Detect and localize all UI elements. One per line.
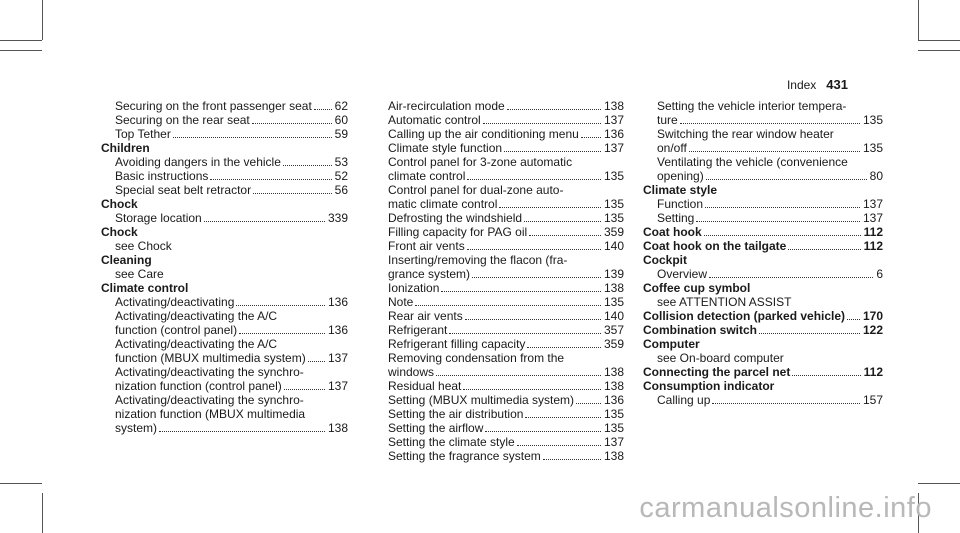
entry-line: [388, 169, 624, 183]
entry-text: Function: [657, 197, 704, 211]
index-entry: [101, 169, 348, 183]
crop-mark: [918, 483, 960, 484]
index-entry: [374, 295, 624, 309]
dot-leader: [504, 151, 601, 152]
entry-text: Rear air vents: [388, 309, 463, 323]
dot-leader: [517, 445, 601, 446]
index-entry: [374, 323, 624, 337]
dot-leader: [173, 137, 332, 138]
index-heading: [101, 253, 348, 267]
index-entry: [374, 113, 624, 127]
entry-text: Refrigerant: [388, 323, 448, 337]
page-ref[interactable]: 136: [327, 323, 348, 337]
dot-leader: [253, 193, 332, 194]
entry-line: [657, 169, 883, 183]
entry-text: Basic instructions: [115, 169, 209, 183]
dot-leader: [436, 375, 601, 376]
entry-text: Filling capacity for PAG oil: [388, 225, 528, 239]
dot-leader: [704, 235, 861, 236]
entry-text: nization function (MBUX multimedia: [115, 407, 306, 421]
page-ref[interactable]: 359: [603, 337, 624, 351]
entry-line: [657, 113, 883, 127]
entry-line: [388, 127, 624, 141]
dot-leader: [159, 431, 325, 432]
dot-leader: [709, 277, 873, 278]
entry-text: see Chock: [115, 239, 172, 253]
entry-line: [388, 239, 624, 253]
entry-text: Control panel for 3-zone automatic: [388, 155, 573, 169]
entry-text: Consumption indicator: [643, 379, 775, 393]
index-entry: [374, 309, 624, 323]
entry-text: Front air vents: [388, 239, 465, 253]
index-heading: [643, 309, 883, 323]
dot-leader: [284, 389, 325, 390]
entry-line: [388, 323, 624, 337]
page-ref[interactable]: 138: [603, 99, 624, 113]
page-ref[interactable]: 140: [603, 309, 624, 323]
entry-line: [657, 267, 883, 281]
index-column-1: [101, 99, 348, 435]
index-entry: [101, 113, 348, 127]
page-ref[interactable]: 138: [603, 449, 624, 463]
dot-leader: [499, 207, 601, 208]
index-entry: [374, 211, 624, 225]
dot-leader: [467, 179, 601, 180]
dot-leader: [252, 123, 332, 124]
index-entry: [374, 421, 624, 435]
index-heading: [101, 225, 348, 239]
index-heading: [643, 225, 883, 239]
index-heading: [643, 239, 883, 253]
entry-text: Climate style: [643, 183, 718, 197]
entry-text: Chock: [101, 225, 138, 239]
index-entry: [374, 379, 624, 393]
index-heading: [643, 379, 883, 393]
crop-mark: [918, 50, 960, 51]
entry-line: [657, 393, 883, 407]
index-heading: [643, 365, 883, 379]
dot-leader: [210, 179, 331, 180]
dot-leader: [507, 109, 601, 110]
entry-text: Cleaning: [101, 253, 152, 267]
entry-text: Overview: [657, 267, 708, 281]
dot-leader: [680, 123, 860, 124]
dot-leader: [483, 123, 601, 124]
entry-line: [115, 351, 348, 365]
index-entry: [101, 211, 348, 225]
index-heading: [643, 323, 883, 337]
entry-line: [657, 197, 883, 211]
index-entry: [101, 127, 348, 141]
index-entry: [101, 239, 348, 253]
crop-mark: [42, 0, 43, 40]
index-entry: [101, 183, 348, 197]
entry-text: on/off: [657, 141, 687, 155]
index-entry: [374, 253, 624, 281]
entry-line: [388, 379, 624, 393]
entry-line: [115, 155, 348, 169]
page-ref[interactable]: 135: [862, 141, 883, 155]
index-entry: [374, 127, 624, 141]
entry-line: [115, 379, 348, 393]
index-heading: [643, 253, 883, 267]
entry-text: Setting the vehicle interior tempera-: [657, 99, 847, 113]
entry-line: [388, 421, 624, 435]
page-ref[interactable]: 137: [862, 197, 883, 211]
page-ref[interactable]: 137: [327, 379, 348, 393]
entry-line: [115, 295, 348, 309]
entry-text: Removing condensation from the: [388, 351, 565, 365]
entry-text: opening): [657, 169, 704, 183]
entry-text: Note: [388, 295, 414, 309]
entry-text: nization function (control panel): [115, 379, 282, 393]
entry-text: Setting the climate style: [388, 435, 515, 449]
entry-text: see On-board computer: [657, 351, 784, 365]
entry-text: Inserting/removing the flacon (fra-: [388, 253, 568, 267]
dot-leader: [792, 375, 860, 376]
page-ref[interactable]: 135: [603, 169, 624, 183]
index-entry: [101, 295, 348, 309]
entry-text: Storage location: [115, 211, 202, 225]
page-ref[interactable]: 140: [603, 239, 624, 253]
entry-text: Setting: [657, 211, 695, 225]
entry-text: Switching the rear window heater: [657, 127, 834, 141]
page-ref[interactable]: 52: [334, 169, 348, 183]
page-ref[interactable]: 157: [862, 393, 883, 407]
index-entry: [374, 225, 624, 239]
index-entry: [374, 99, 624, 113]
page-ref[interactable]: 137: [603, 141, 624, 155]
entry-line: [388, 99, 624, 113]
entry-line: [643, 323, 883, 337]
index-heading: [101, 197, 348, 211]
page-ref[interactable]: 339: [327, 211, 348, 225]
crop-mark: [918, 0, 919, 40]
dot-leader: [529, 235, 601, 236]
dot-leader: [463, 389, 601, 390]
entry-text: see ATTENTION ASSIST: [657, 295, 792, 309]
entry-text: Climate style function: [388, 141, 503, 155]
crop-mark: [0, 50, 42, 51]
entry-text: Avoiding dangers in the vehicle: [115, 155, 281, 169]
entry-line: [388, 281, 624, 295]
entry-text: climate control: [388, 169, 466, 183]
index-entry: [374, 351, 624, 379]
page-ref[interactable]: 136: [327, 295, 348, 309]
entry-line: [657, 211, 883, 225]
entry-line: [643, 365, 883, 379]
crop-mark: [42, 493, 43, 533]
entry-line: [388, 309, 624, 323]
index-column-3: [643, 99, 883, 407]
dot-leader: [308, 361, 325, 362]
entry-line: [388, 365, 624, 379]
entry-text: Coat hook on the tailgate: [643, 239, 787, 253]
dot-leader: [485, 431, 601, 432]
entry-line: [115, 211, 348, 225]
entry-line: [388, 295, 624, 309]
entry-text: Activating/deactivating: [115, 295, 235, 309]
crop-mark: [0, 483, 42, 484]
index-entry: [101, 155, 348, 169]
index-entry: [374, 407, 624, 421]
page-ref[interactable]: 138: [603, 365, 624, 379]
entry-text: ture: [657, 113, 678, 127]
entry-text: Setting the air distribution: [388, 407, 524, 421]
dot-leader: [283, 165, 332, 166]
index-column-2: [374, 99, 624, 463]
index-heading: [643, 183, 883, 197]
entry-line: [115, 99, 348, 113]
page-ref[interactable]: 62: [334, 99, 348, 113]
entry-line: [643, 225, 883, 239]
page-ref[interactable]: 135: [603, 421, 624, 435]
page-ref[interactable]: 112: [863, 365, 883, 379]
entry-text: see Care: [115, 267, 164, 281]
page-ref[interactable]: 53: [334, 155, 348, 169]
page-header: [787, 77, 848, 92]
index-entry: [643, 267, 883, 281]
page-ref[interactable]: 56: [334, 183, 348, 197]
page-ref[interactable]: 112: [863, 225, 883, 239]
entry-line: [388, 267, 624, 281]
entry-line: [115, 113, 348, 127]
entry-text: Setting (MBUX multimedia system): [388, 393, 575, 407]
index-entry: [374, 141, 624, 155]
index-entry: [101, 267, 348, 281]
page-ref[interactable]: 137: [603, 113, 624, 127]
dot-leader: [581, 137, 601, 138]
dot-leader: [449, 333, 601, 334]
index-entry: [374, 393, 624, 407]
dot-leader: [524, 221, 601, 222]
page-ref[interactable]: 135: [603, 407, 624, 421]
index-entry: [101, 337, 348, 365]
page-ref[interactable]: 138: [327, 421, 348, 435]
index-entry: [374, 435, 624, 449]
entry-line: [388, 141, 624, 155]
entry-text: Securing on the front passenger seat: [115, 99, 312, 113]
index-entry: [643, 197, 883, 211]
entry-line: [388, 225, 624, 239]
entry-line: [388, 407, 624, 421]
dot-leader: [236, 305, 325, 306]
index-entry: [374, 183, 624, 211]
page-ref[interactable]: 359: [603, 225, 624, 239]
dot-leader: [696, 221, 860, 222]
index-heading: [101, 141, 348, 155]
page-ref[interactable]: 135: [862, 113, 883, 127]
page-ref[interactable]: 137: [862, 211, 883, 225]
index-entry: [374, 281, 624, 295]
page-ref[interactable]: 80: [869, 169, 883, 183]
entry-text: Top Tether: [115, 127, 171, 141]
entry-text: Activating/deactivating the synchro-: [115, 365, 304, 379]
entry-line: [115, 169, 348, 183]
index-heading: [643, 337, 883, 351]
entry-text: function (control panel): [115, 323, 238, 337]
page-ref[interactable]: 136: [603, 127, 624, 141]
entry-line: [388, 449, 624, 463]
entry-text: Chock: [101, 197, 138, 211]
crop-mark: [0, 40, 42, 41]
entry-text: Coffee cup symbol: [643, 281, 751, 295]
index-entry: [643, 127, 883, 155]
dot-leader: [465, 319, 601, 320]
dot-leader: [525, 417, 601, 418]
entry-line: [643, 239, 883, 253]
page-ref[interactable]: 59: [334, 127, 348, 141]
dot-leader: [576, 403, 601, 404]
entry-text: Activating/deactivating the A/C: [115, 337, 278, 351]
dot-leader: [239, 333, 325, 334]
entry-text: Setting the airflow: [388, 421, 484, 435]
dot-leader: [314, 109, 332, 110]
page-ref[interactable]: 6: [876, 267, 883, 281]
page-ref[interactable]: 139: [603, 267, 624, 281]
dot-leader: [467, 249, 601, 250]
index-entry: [101, 309, 348, 337]
entry-text: Residual heat: [388, 379, 462, 393]
page-ref[interactable]: 60: [334, 113, 348, 127]
entry-line: [115, 183, 348, 197]
entry-text: Setting the fragrance system: [388, 449, 541, 463]
entry-line: [657, 141, 883, 155]
dot-leader: [415, 305, 601, 306]
entry-text: Defrosting the windshield: [388, 211, 523, 225]
index-entry: [101, 365, 348, 393]
entry-text: Calling up the air conditioning menu: [388, 127, 579, 141]
entry-text: Ionization: [388, 281, 440, 295]
page-ref[interactable]: 137: [327, 351, 348, 365]
index-entry: [101, 393, 348, 435]
entry-line: [388, 435, 624, 449]
dot-leader: [706, 179, 867, 180]
dot-leader: [788, 249, 860, 250]
entry-text: Children: [101, 141, 150, 155]
dot-leader: [527, 347, 601, 348]
index-heading: [101, 281, 348, 295]
page-number: 431: [826, 77, 848, 92]
entry-text: windows: [388, 365, 435, 379]
entry-text: Computer: [643, 337, 700, 351]
entry-line: [388, 337, 624, 351]
entry-line: [388, 197, 624, 211]
index-entry: [643, 351, 883, 365]
entry-line: [388, 113, 624, 127]
entry-line: [115, 127, 348, 141]
page-ref[interactable]: 122: [862, 323, 883, 337]
index-entry: [643, 155, 883, 183]
page-ref[interactable]: 136: [603, 393, 624, 407]
header-label: Index: [786, 78, 817, 92]
entry-line: [115, 323, 348, 337]
entry-text: Refrigerant filling capacity: [388, 337, 526, 351]
entry-text: Climate control: [101, 281, 189, 295]
entry-text: matic climate control: [388, 197, 498, 211]
index-heading: [643, 281, 883, 295]
entry-line: [388, 211, 624, 225]
entry-text: Cockpit: [643, 253, 688, 267]
entry-text: Special seat belt retractor: [115, 183, 252, 197]
entry-text: Automatic control: [388, 113, 481, 127]
entry-text: Activating/deactivating the A/C: [115, 309, 278, 323]
entry-text: Securing on the rear seat: [115, 113, 250, 127]
page-ref[interactable]: 137: [603, 435, 624, 449]
entry-text: grance system): [388, 267, 471, 281]
entry-text: Coat hook: [643, 225, 702, 239]
watermark: carmanualsonline.info: [639, 492, 932, 524]
index-entry: [643, 295, 883, 309]
entry-line: [388, 393, 624, 407]
index-entry: [101, 99, 348, 113]
dot-leader: [759, 333, 860, 334]
entry-text: Ventilating the vehicle (convenience: [657, 155, 848, 169]
index-entry: [374, 155, 624, 183]
page-ref[interactable]: 170: [862, 309, 883, 323]
page-ref[interactable]: 112: [863, 239, 883, 253]
entry-text: Combination switch: [643, 323, 757, 337]
entry-text: Collision detection (parked vehicle): [643, 309, 846, 323]
entry-line: [115, 421, 348, 435]
index-entry: [643, 99, 883, 127]
index-entry: [643, 393, 883, 407]
entry-text: system): [115, 421, 157, 435]
index-entry: [374, 449, 624, 463]
index-entry: [643, 211, 883, 225]
entry-line: [643, 309, 883, 323]
entry-text: Calling up: [657, 393, 711, 407]
index-entry: [374, 239, 624, 253]
crop-mark: [918, 40, 960, 41]
page-ref[interactable]: 357: [603, 323, 624, 337]
page-ref[interactable]: 138: [603, 379, 624, 393]
entry-text: function (MBUX multimedia system): [115, 351, 306, 365]
dot-leader: [712, 403, 860, 404]
page-ref[interactable]: 135: [603, 211, 624, 225]
dot-leader: [441, 291, 601, 292]
dot-leader: [847, 319, 860, 320]
entry-text: Activating/deactivating the synchro-: [115, 393, 304, 407]
page-ref[interactable]: 135: [603, 197, 624, 211]
index-entry: [374, 337, 624, 351]
entry-text: Connecting the parcel net: [643, 365, 791, 379]
dot-leader: [705, 207, 860, 208]
entry-text: Control panel for dual-zone auto-: [388, 183, 564, 197]
page-ref[interactable]: 138: [603, 281, 624, 295]
dot-leader: [543, 459, 601, 460]
dot-leader: [472, 277, 601, 278]
dot-leader: [204, 221, 325, 222]
dot-leader: [689, 151, 860, 152]
entry-text: Air-recirculation mode: [388, 99, 505, 113]
page-ref[interactable]: 135: [603, 295, 624, 309]
